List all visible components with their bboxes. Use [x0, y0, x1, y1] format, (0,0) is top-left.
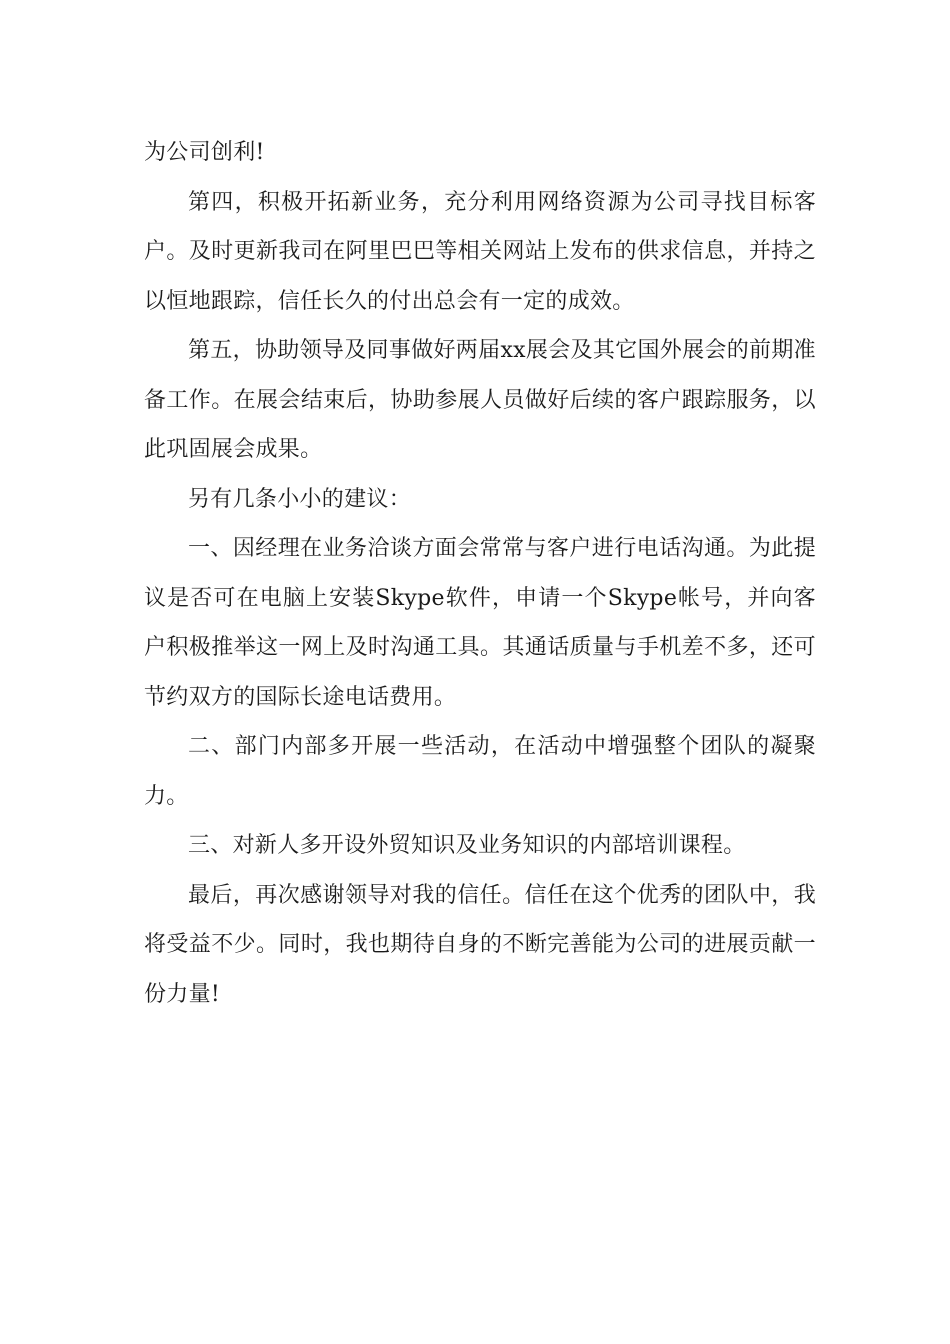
paragraph-suggestion-three: 三、对新人多开设外贸知识及业务知识的内部培训课程。 — [188, 833, 746, 858]
paragraph-closing: 最后，再次感谢领导对我的信任。信任在这个优秀的团队中，我将受益不少。同时，我也期待自身的不断完善能为公司的进展贡献一份力量! — [144, 882, 816, 1007]
paragraph-fourth-item: 第四，积极开拓新业务，充分利用网络资源为公司寻找目标客户。及时更新我司在阿里巴巴等相关网站上发布的供求信息，并持之以恒地跟踪，信任长久的付出总会有一定的成效。 — [144, 189, 816, 314]
document-body — [144, 128, 816, 1019]
paragraph-suggestion-two: 二、部门内部多开展一些活动，在活动中增强整个团队的凝聚力。 — [144, 734, 816, 809]
paragraph-suggestions-intro: 另有几条小小的建议： — [188, 486, 412, 512]
paragraph-continuation: 为公司创利! — [144, 140, 265, 165]
paragraph-suggestion-one: 一、因经理在业务洽谈方面会常常与客户进行电话沟通。为此提议是否可在电脑上安装Skype软件，申请一个Skype帐号，并向客户积极推举这一网上及时沟通工具。其通话质量与手机差不多，还可节约双方的国际长途电话费用。 — [144, 536, 816, 710]
paragraph-fifth-item: 第五，协助领导及同事做好两届xx展会及其它国外展会的前期准备工作。在展会结束后，协助参展人员做好后续的客户跟踪服务，以此巩固展会成果。 — [144, 338, 816, 462]
